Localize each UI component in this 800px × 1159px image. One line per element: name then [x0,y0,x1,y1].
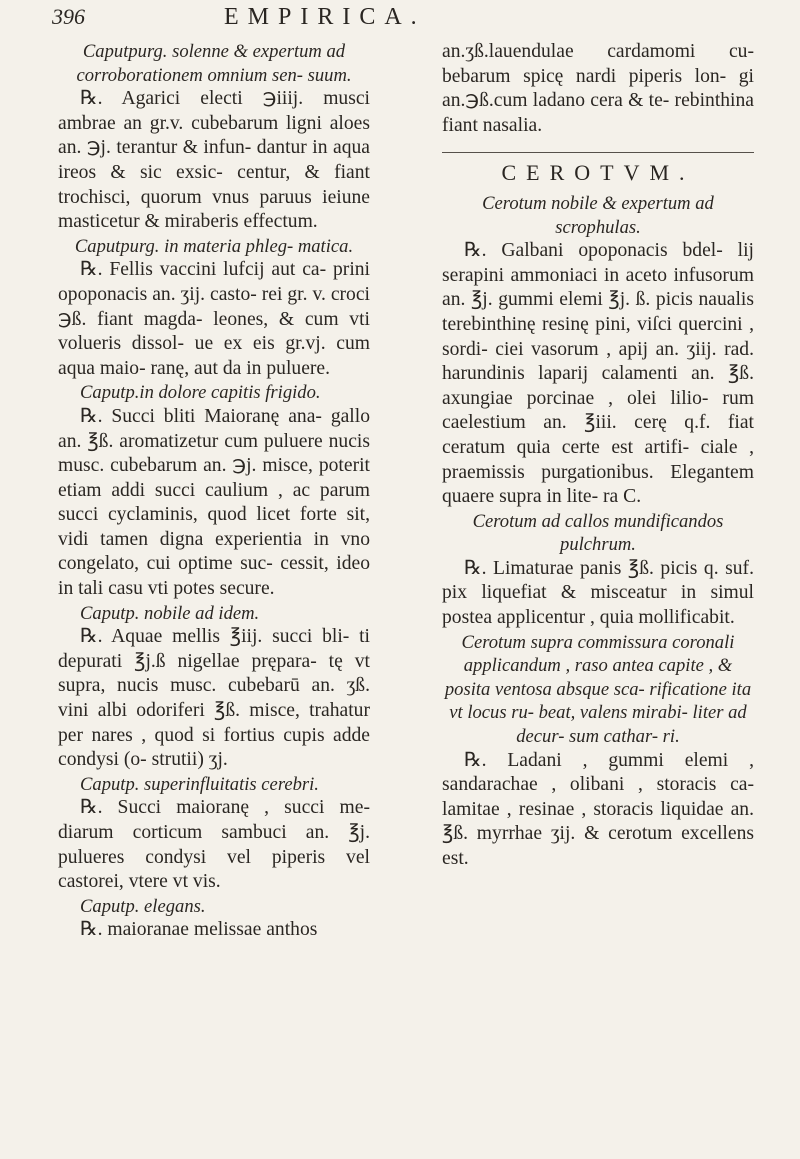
recipe-heading: Caputp. elegans. [80,895,206,917]
recipe-paragraph: ℞. Limaturae panis ℥ß. picis q. suf. pix liquefiat & misceatur in simul postea applicentur , quia mollificabit. [442,557,754,629]
section-rule [442,152,754,153]
recipe-heading: Cerotum supra commissura coronali applicandum , raso antea capite , & posita ventosa absque sca- rificatione ita vt locus ru- beat, valens mirabi- liter ad decur- sum cathar- ri. [444,631,752,748]
section-title: CEROTVM. [501,160,695,186]
recipe-heading: Caputp. nobile ad idem. [80,602,260,624]
recipe-paragraph: an.ʒß.lauendulae cardamomi cu- bebarum spicę nardi piperis lon- gi an.℈ß.cum ladano cera & te- rebinthina fiant nasalia. [442,41,754,136]
page-number: 396 [52,4,85,29]
recipe-paragraph: ℞. Galbani opoponacis bdel- lij serapini ammoniaci in aceto infusorum an. ℥j. gummi elemi ℥j. ß. picis naualis terebinthinę resinę pini, viſci quercini , sordi- ciei vasorum , apij an. ʒiij. rad. harundinis laparij calamenti an. ℥ß. axungiae porcinae , olei lilio- rum caelestium an. ℥iii. cerę q.f. fiat ceratum quia certe est artifi- ciale , praemissis purgationibus. Elegantem quaere supra in lite- ra C. [442,240,754,508]
recipe-heading: Cerotum ad callos mundificandos pulchrum. [472,510,724,556]
recipe-paragraph: ℞. Fellis vaccini lufcij aut ca- prini opoponacis an. ʒij. casto- rei gr. v. croci ℈ß. fiant magda- leones, & cum vti volueris dissol- ue ex eis gr.vj. cum aqua maio- ranę, aut da in puluere. [58,259,370,379]
recipe-heading: Caputpurg. solenne & expertum ad corroborationem omnium sen- suum. [76,41,352,86]
recipe-heading: Cerotum nobile & expertum ad scrophulas. [482,192,714,238]
recipe-heading: Caputp. superinfluitatis cerebri. [80,773,319,795]
page-header [52,4,770,34]
recipe-paragraph: ℞. maioranae melissae anthos [80,919,318,941]
recipe-paragraph: ℞. Agarici electi ℈iiij. musci ambrae an gr.v. cubebarum ligni aloes an. ℈j. terantur & infun- dantur in aqua ireos & sic exsic- centur, & fiant trochisci, quorum vnus paruus ieiune masticetur & miraberis effectum. [58,88,370,233]
recipe-paragraph: ℞. Aquae mellis ℥iij. succi bli- ti depurati ℥j.ß nigellae prępara- tę vt supra, nucis musc. cubebarū an. ʒß. vini albi odoriferi ℥ß. misce, trahatur per nares , quod si fortius cupis adde condysi (o- strutii) ʒj. [58,626,370,771]
right-column [442,40,754,872]
left-column [58,40,370,943]
recipe-heading: Caputpurg. in materia phleg- matica. [74,235,354,257]
recipe-paragraph: ℞. Ladani , gummi elemi , sandarachae , olibani , storacis ca- lamitae , resinae , storacis liquidae an. ℥ß. myrrhae ʒij. & cerotum excellens est. [442,749,754,869]
recipe-paragraph: ℞. Succi bliti Maioranę ana- gallo an. ℥ß. aromatizetur cum puluere nucis musc. cubebarum an. ℈j. misce, poterit etiam addi succi caulium , ac parum succi cyclaminis, quod licet forte sit, vidi tamen digna experientia in vno congelato, cui optime suc- cessit, ideo in tali casu vti potes secure. [58,405,370,600]
recipe-paragraph: ℞. Succi maioranę , succi me- diarum corticum sambuci an. ℥j. pulueres condysi vel piperis vel castorei, vtere vt vis. [58,797,370,893]
running-head: EMPIRICA. [224,4,426,30]
recipe-heading: Caputp.in dolore capitis frigido. [80,382,321,404]
